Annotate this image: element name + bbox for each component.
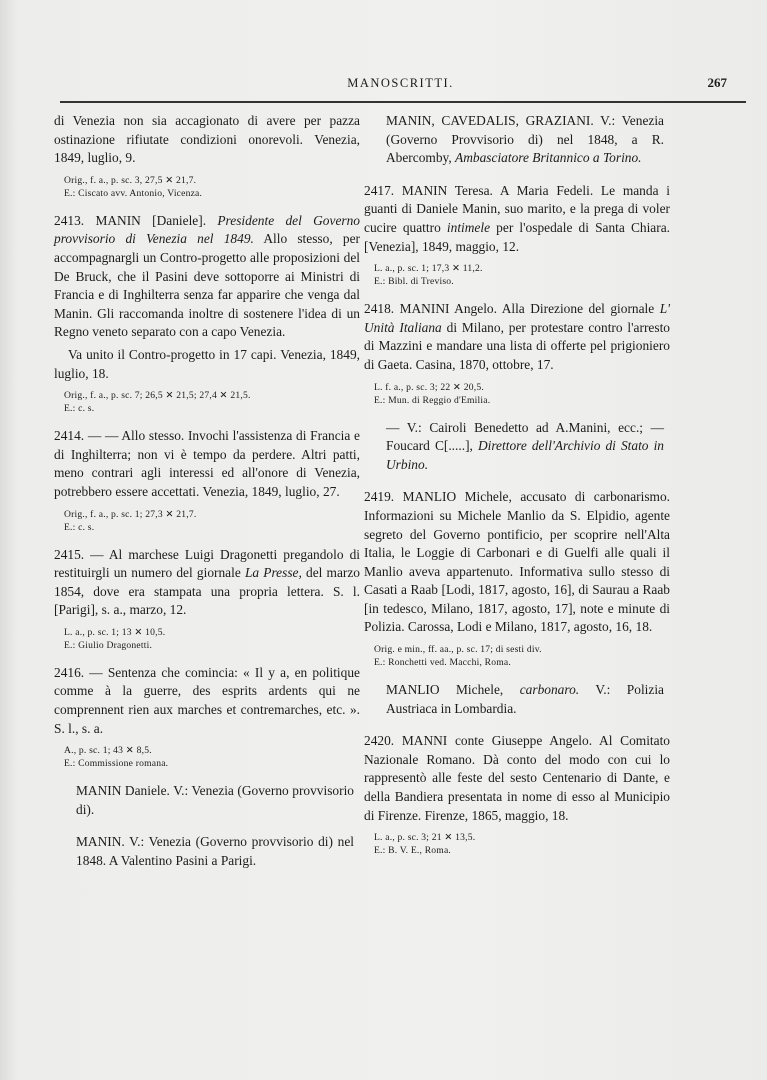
page-number: 267 [707,75,727,90]
cross-reference: MANIN. V.: Venezia (Governo provvisorio di) nel 1848. A Valentino Pasini a Parigi. [76,834,354,869]
entry-meta: Orig., f. a., p. sc. 3, 27,5 ✕ 21,7. E.: Ciscato avv. Antonio, Vicenza. [64,174,203,199]
entry-2420: 2420. MANNI conte Giuseppe Angelo. Al Comitato Nazionale Romano. Dà conto del modo con cui lo rappresentò alle feste del sesto Centenario di Dante, e della Bandiera presentata in nome di esso al Municipio di Firenze. Firenze, 1865, maggio, 18. [364,733,670,823]
entry-meta: L. a., p. sc. 3; 21 ✕ 13,5. E.: B. V. E., Roma. [374,832,476,857]
entry-meta: Orig., f. a., p. sc. 7; 26,5 ✕ 21,5; 27,4 ✕ 21,5. E.: c. s. [64,390,251,415]
header-rule [60,101,746,103]
entry-2415: 2415. — Al marchese Luigi Dragonetti pregandolo di restituirgli un numero del giornale La Presse, del marzo 1854, dove era stampata una propria lettera. S. l. [Parigi], s. a., marzo, 12. [54,546,360,618]
left-column [54,112,360,885]
cross-reference: — V.: Cairoli Benedetto ad A.Manini, ecc.; — Foucard C[.....], Direttore dell'Archivio di Stato in Urbino. [386,419,664,472]
running-header [56,76,745,98]
cross-reference: MANIN Daniele. V.: Venezia (Governo provvisorio di). [76,783,354,817]
cross-reference: MANLIO Michele, carbonaro. V.: Polizia Austriaca in Lombardia. [386,682,664,716]
entry-2413: 2413. MANIN [Daniele]. Presidente del Governo provvisorio di Venezia nel 1849. Allo stesso, per accompagnargli un Contro-progetto alle proposizioni del De Bruck, che il Pasini deve sottoporre ai Ministri di Francia e di Inghilterra senza far apparire che venga dal Manin. Gli raccomanda inoltre di sostenere l'idea di un Regno veneto separato con a capo Venezia. [54,212,360,340]
entry-2414: 2414. — — Allo stesso. Invochi l'assistenza di Francia e di Inghilterra; non vi è tempo da perdere. Altri patti, meno contrari agli interessi ed all'onore di Venezia, potrebbero essere accettati. Venezia, 1849, luglio, 27. [54,428,360,499]
entry-meta: Orig., f. a., p. sc. 1; 27,3 ✕ 21,7. E.: c. s. [64,508,197,533]
entry-2419: 2419. MANLIO Michele, accusato di carbonarismo. Informazioni su Michele Manlio da S. Elpidio, agente segreto del Governo pontificio, per scoprire nell'Alta Italia, le Loggie di Carbonari e di Guelfi alle quali il Manlio aveva appartenuto. Informativa sullo stesso di Casati a Raab [Lodi, 1817, agosto, 16], di Saurau a Raab [in tedesco, Milano, 1817, agosto, 17], note e minute di Polizia. Carossa, Lodi e Milano, 1817, agosto, 16, 18. [364,489,670,635]
right-column [364,112,670,869]
entry-meta: L. a., p. sc. 1; 13 ✕ 10,5. E.: Giulio Dragonetti. [64,626,166,651]
entry-2416: 2416. — Sentenza che comincia: « Il y a, en politique comme à la guerre, des esprits ardents qui ne comprennent rien aux marches et contremarches, etc. ». S. l., s. a. [54,664,360,736]
header-title: MANOSCRITTI. [347,76,454,90]
cross-reference: MANIN, CAVEDALIS, GRAZIANI. V.: Venezia (Governo Provvisorio di) nel 1848, a R. Abercomby, Ambasciatore Britannico a Torino. [386,113,664,166]
entry-2413-note: Va unito il Contro-progetto in 17 capi. Venezia, 1849, luglio, 18. [54,346,360,381]
entry-continuation: di Venezia non sia accagionato di avere per pazza ostinazione rifiutate condizioni onorevoli. Venezia, 1849, luglio, 9. [54,113,360,166]
entry-meta: L. a., p. sc. 1; 17,3 ✕ 11,2. E.: Bibl. di Treviso. [374,263,483,288]
entry-meta: A., p. sc. 1; 43 ✕ 8,5. E.: Commissione romana. [64,745,169,770]
entry-meta: L. f. a., p. sc. 3; 22 ✕ 20,5. E.: Mun. di Reggio d'Emilia. [374,381,491,406]
entry-2417: 2417. MANIN Teresa. A Maria Fedeli. Le manda i guanti di Daniele Manin, suo marito, e la prega di voler cucire quattro intimele per l'ospedale di Santa Chiara. [Venezia], 1849, maggio, 12. [364,182,670,254]
entry-meta: Orig. e min., ff. aa., p. sc. 17; di sesti div. E.: Ronchetti ved. Macchi, Roma. [374,644,542,669]
entry-2418: 2418. MANINI Angelo. Alla Direzione del giornale L' Unità Italiana di Milano, per protestare contro l'arresto di Mazzini e mandare una lista di offerte pel prigioniero di Gaeta. Casina, 1870, ottobre, 17. [364,301,670,372]
